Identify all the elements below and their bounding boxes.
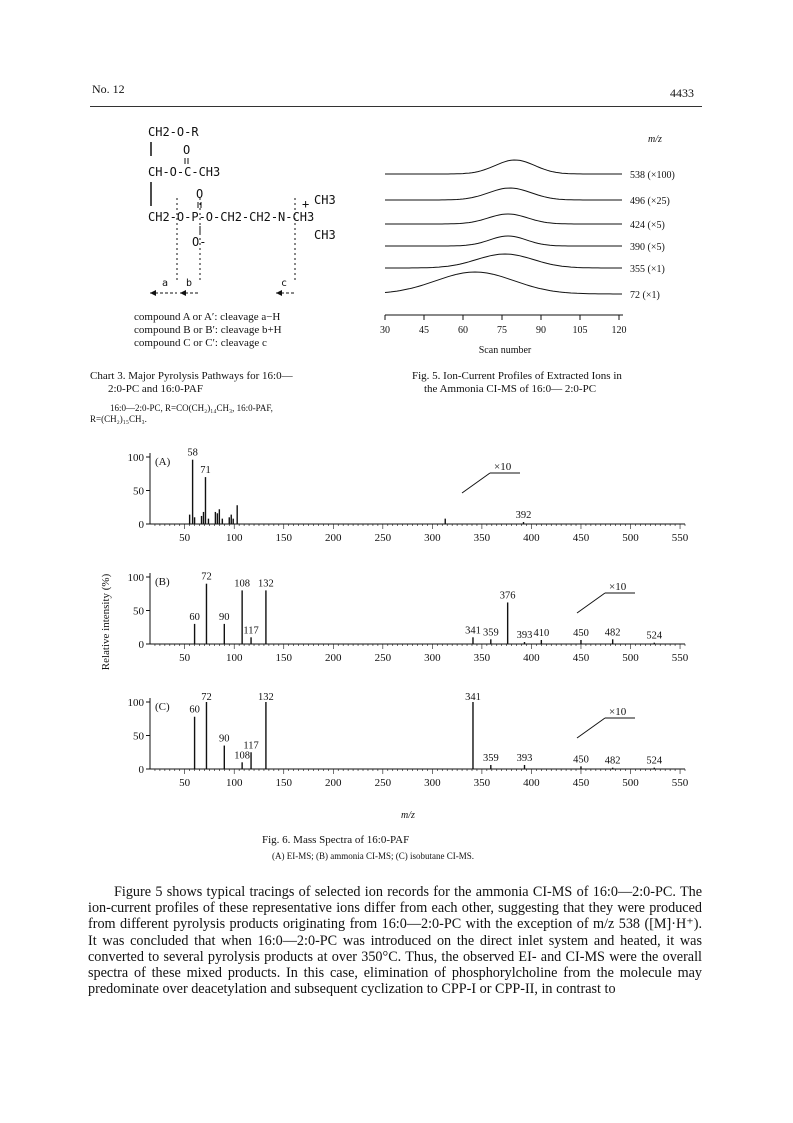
chart3-structure xyxy=(140,118,360,303)
fig6-caption: Fig. 6. Mass Spectra of 16:0-PAF xyxy=(262,834,410,846)
magnification-label: ×10 xyxy=(494,461,512,473)
page-header-left: No. 12 xyxy=(92,82,125,96)
peak-label: 60 xyxy=(189,611,200,623)
chart3-legend xyxy=(134,311,282,350)
structure-line-5: CH2-O-P-O-CH2-CH2-N-CH3 xyxy=(148,210,315,224)
structure-line-4: O xyxy=(196,187,204,201)
fig5-trace-496 xyxy=(385,188,622,200)
fig5-x-tick-label: 120 xyxy=(611,325,627,336)
fig6-panel-3 xyxy=(128,692,689,789)
peak-label: 90 xyxy=(219,611,230,623)
fig5-caption-line2: the Ammonia CI-MS of 16:0— 2:0-PC xyxy=(424,383,597,395)
fig5-trace-label: 355 (×1) xyxy=(630,264,665,275)
peak-label: 71 xyxy=(200,465,211,477)
peak-label: 524 xyxy=(646,755,663,767)
x-tick-label: 250 xyxy=(374,777,392,789)
x-tick-label: 250 xyxy=(374,532,392,544)
chart3-note-line2: R=(CH₂)₁₅CH₃. xyxy=(90,414,147,424)
x-tick-label: 300 xyxy=(424,777,441,789)
fig6-panel-1 xyxy=(128,448,689,544)
chart3-caption-line2: 2:0-PC and 16:0-PAF xyxy=(108,383,203,395)
x-tick-label: 400 xyxy=(523,777,540,789)
fig6-subcaption: (A) EI-MS; (B) ammonia CI-MS; (C) isobutane CI-MS. xyxy=(272,851,474,861)
x-tick-label: 450 xyxy=(572,652,590,664)
fig5-trace-72 xyxy=(385,272,622,294)
peak-label: 60 xyxy=(189,704,200,716)
structure-line-3: CH-O-C-CH3 xyxy=(148,165,221,179)
fig5-x-tick-label: 75 xyxy=(497,325,507,336)
fig5-trace-424 xyxy=(385,214,622,224)
fig6-mass-spectra xyxy=(95,432,700,832)
x-tick-label: 150 xyxy=(275,652,292,664)
chart3-caption-line1: Chart 3. Major Pyrolysis Pathways for 16:0— xyxy=(90,370,293,382)
magnification-leader xyxy=(577,593,605,613)
fig5-trace-label: 72 (×1) xyxy=(630,290,660,301)
x-tick-label: 200 xyxy=(325,652,342,664)
x-tick-label: 350 xyxy=(473,652,491,664)
peak-label: 376 xyxy=(499,590,516,602)
cleavage-a: a xyxy=(162,278,169,289)
peak-label: 482 xyxy=(604,627,621,639)
body-paragraph-text: Figure 5 shows typical tracings of selected ion records for the ammonia CI-MS of 16:0—2:0-PC. The ion-current profiles of these representative ions differ from each other, suggesting that they were produced from different pyrolysis products originating from 16:0—2:0-PC with the exception of m/z 538 ([M]·H⁺). It was concluded that when 16:0—2:0-PC was introduced on the direct inlet system and heated, it was converted to several pyrolysis products at over 350°C. Thus, the observed EI- and CI-MS were the overall spectra of these mixed products. In this case, elimination of phosphorylcholine from the molecule may predominate over deacetylation and subsequent cyclization to CPP-I or CPP-II, in contrast to xyxy=(88,884,702,998)
structure-line-2: O xyxy=(183,143,191,157)
fig5-mz-header: m/z xyxy=(648,134,662,145)
fig5-caption xyxy=(412,370,622,396)
magnification-label: ×10 xyxy=(609,706,627,718)
peak-label: 90 xyxy=(219,733,230,745)
peak-label: 450 xyxy=(573,754,589,766)
fig5-trace-355 xyxy=(385,254,622,268)
y-tick-label: 100 xyxy=(127,452,144,464)
body-paragraph xyxy=(88,884,702,997)
magnification-leader xyxy=(577,718,605,738)
x-tick-label: 150 xyxy=(275,532,292,544)
x-tick-label: 300 xyxy=(424,532,441,544)
legend-line-a: compound A or A′: cleavage a−H xyxy=(134,311,281,323)
peak-label: 108 xyxy=(234,750,251,762)
x-tick-label: 300 xyxy=(424,652,441,664)
chart3-note xyxy=(90,403,273,425)
peak-label: 393 xyxy=(516,629,533,641)
magnification-label: ×10 xyxy=(609,581,627,593)
structure-line-1: CH2-O-R xyxy=(148,125,199,139)
panel-label: (C) xyxy=(155,701,170,713)
peak-label: 72 xyxy=(201,692,212,703)
fig5-caption-line1: Fig. 5. Ion-Current Profiles of Extracted Ions in xyxy=(412,370,622,382)
x-tick-label: 350 xyxy=(473,532,491,544)
y-tick-label: 100 xyxy=(127,572,144,584)
fig6-panel-2 xyxy=(128,572,689,664)
x-tick-label: 450 xyxy=(572,532,590,544)
peak-label: 117 xyxy=(243,625,259,637)
x-tick-label: 500 xyxy=(622,532,639,544)
x-tick-label: 200 xyxy=(325,532,342,544)
peak-label: 341 xyxy=(465,625,481,637)
peak-label: 58 xyxy=(187,447,198,459)
peak-label: 392 xyxy=(515,509,532,521)
cleavage-b: b xyxy=(186,278,193,289)
panel-label: (A) xyxy=(155,456,171,468)
structure-line-6: CH3 xyxy=(314,193,336,207)
y-tick-label: 50 xyxy=(133,730,144,743)
peak-label: 132 xyxy=(258,692,274,703)
y-tick-label: 50 xyxy=(133,605,144,618)
peak-label: 72 xyxy=(201,571,212,583)
peak-label: 108 xyxy=(234,578,251,590)
x-tick-label: 150 xyxy=(275,777,292,789)
x-tick-label: 550 xyxy=(671,532,689,544)
x-tick-label: 200 xyxy=(325,777,342,789)
peak-label: 359 xyxy=(482,627,499,639)
fig5-x-tick-label: 90 xyxy=(536,325,546,336)
header-rule xyxy=(90,106,702,107)
y-tick-label: 0 xyxy=(138,519,144,531)
chart3-caption xyxy=(90,370,293,396)
x-tick-label: 350 xyxy=(473,777,491,789)
x-tick-label: 50 xyxy=(179,652,191,664)
x-tick-label: 100 xyxy=(225,652,243,664)
peak-label: 524 xyxy=(646,630,663,642)
fig5-x-label: Scan number xyxy=(478,345,532,356)
fig5-x-tick-label: 30 xyxy=(380,325,390,336)
fig5-trace-label: 424 (×5) xyxy=(630,220,665,231)
x-tick-label: 550 xyxy=(671,777,689,789)
structure-line-8: O- xyxy=(192,235,207,249)
x-tick-label: 500 xyxy=(622,652,639,664)
x-tick-label: 400 xyxy=(523,652,540,664)
fig5-trace-label: 538 (×100) xyxy=(630,170,675,181)
peak-label: 132 xyxy=(258,578,274,590)
peak-label: 393 xyxy=(516,752,533,764)
peak-label: 410 xyxy=(533,627,550,639)
legend-line-c: compound C or C′: cleavage c xyxy=(134,337,267,349)
fig5-x-tick-label: 105 xyxy=(572,325,588,336)
structure-line-7: CH3 xyxy=(314,228,336,242)
x-tick-label: 50 xyxy=(179,777,191,789)
y-tick-label: 0 xyxy=(138,639,144,651)
peak-label: 482 xyxy=(604,755,621,767)
peak-label: 117 xyxy=(243,740,259,752)
fig5-trace-390 xyxy=(385,236,622,246)
panel-label: (B) xyxy=(155,576,170,588)
x-tick-label: 100 xyxy=(225,777,243,789)
structure-charge: + xyxy=(302,197,310,211)
fig5-trace-label: 496 (×25) xyxy=(630,196,670,207)
y-tick-label: 50 xyxy=(133,485,144,498)
fig6-y-axis-label: Relative intensity (%) xyxy=(100,573,112,671)
fig5-trace-label: 390 (×5) xyxy=(630,242,665,253)
chart3-note-line1: 16:0—2:0-PC, R=CO(CH₂)₁₄CH₃, 16:0-PAF, xyxy=(110,403,273,413)
x-tick-label: 250 xyxy=(374,652,392,664)
peak-label: 359 xyxy=(482,752,499,764)
peak-label: 341 xyxy=(465,692,481,703)
x-tick-label: 100 xyxy=(225,532,243,544)
y-tick-label: 100 xyxy=(127,697,144,709)
fig5-x-tick-label: 45 xyxy=(419,325,429,336)
fig6-x-axis-label: m/z xyxy=(401,810,415,821)
cleavage-c: c xyxy=(281,278,288,289)
magnification-leader xyxy=(462,473,490,493)
page-number: 4433 xyxy=(670,86,694,100)
fig5-ion-current-profiles xyxy=(360,128,700,358)
legend-line-b: compound B or B′: cleavage b+H xyxy=(134,324,282,336)
x-tick-label: 450 xyxy=(572,777,590,789)
x-tick-label: 500 xyxy=(622,777,639,789)
x-tick-label: 550 xyxy=(671,652,689,664)
fig5-x-tick-label: 60 xyxy=(458,325,468,336)
x-tick-label: 50 xyxy=(179,532,191,544)
fig5-trace-538 xyxy=(385,160,622,174)
peak-label: 450 xyxy=(573,627,589,639)
y-tick-label: 0 xyxy=(138,764,144,776)
x-tick-label: 400 xyxy=(523,532,540,544)
